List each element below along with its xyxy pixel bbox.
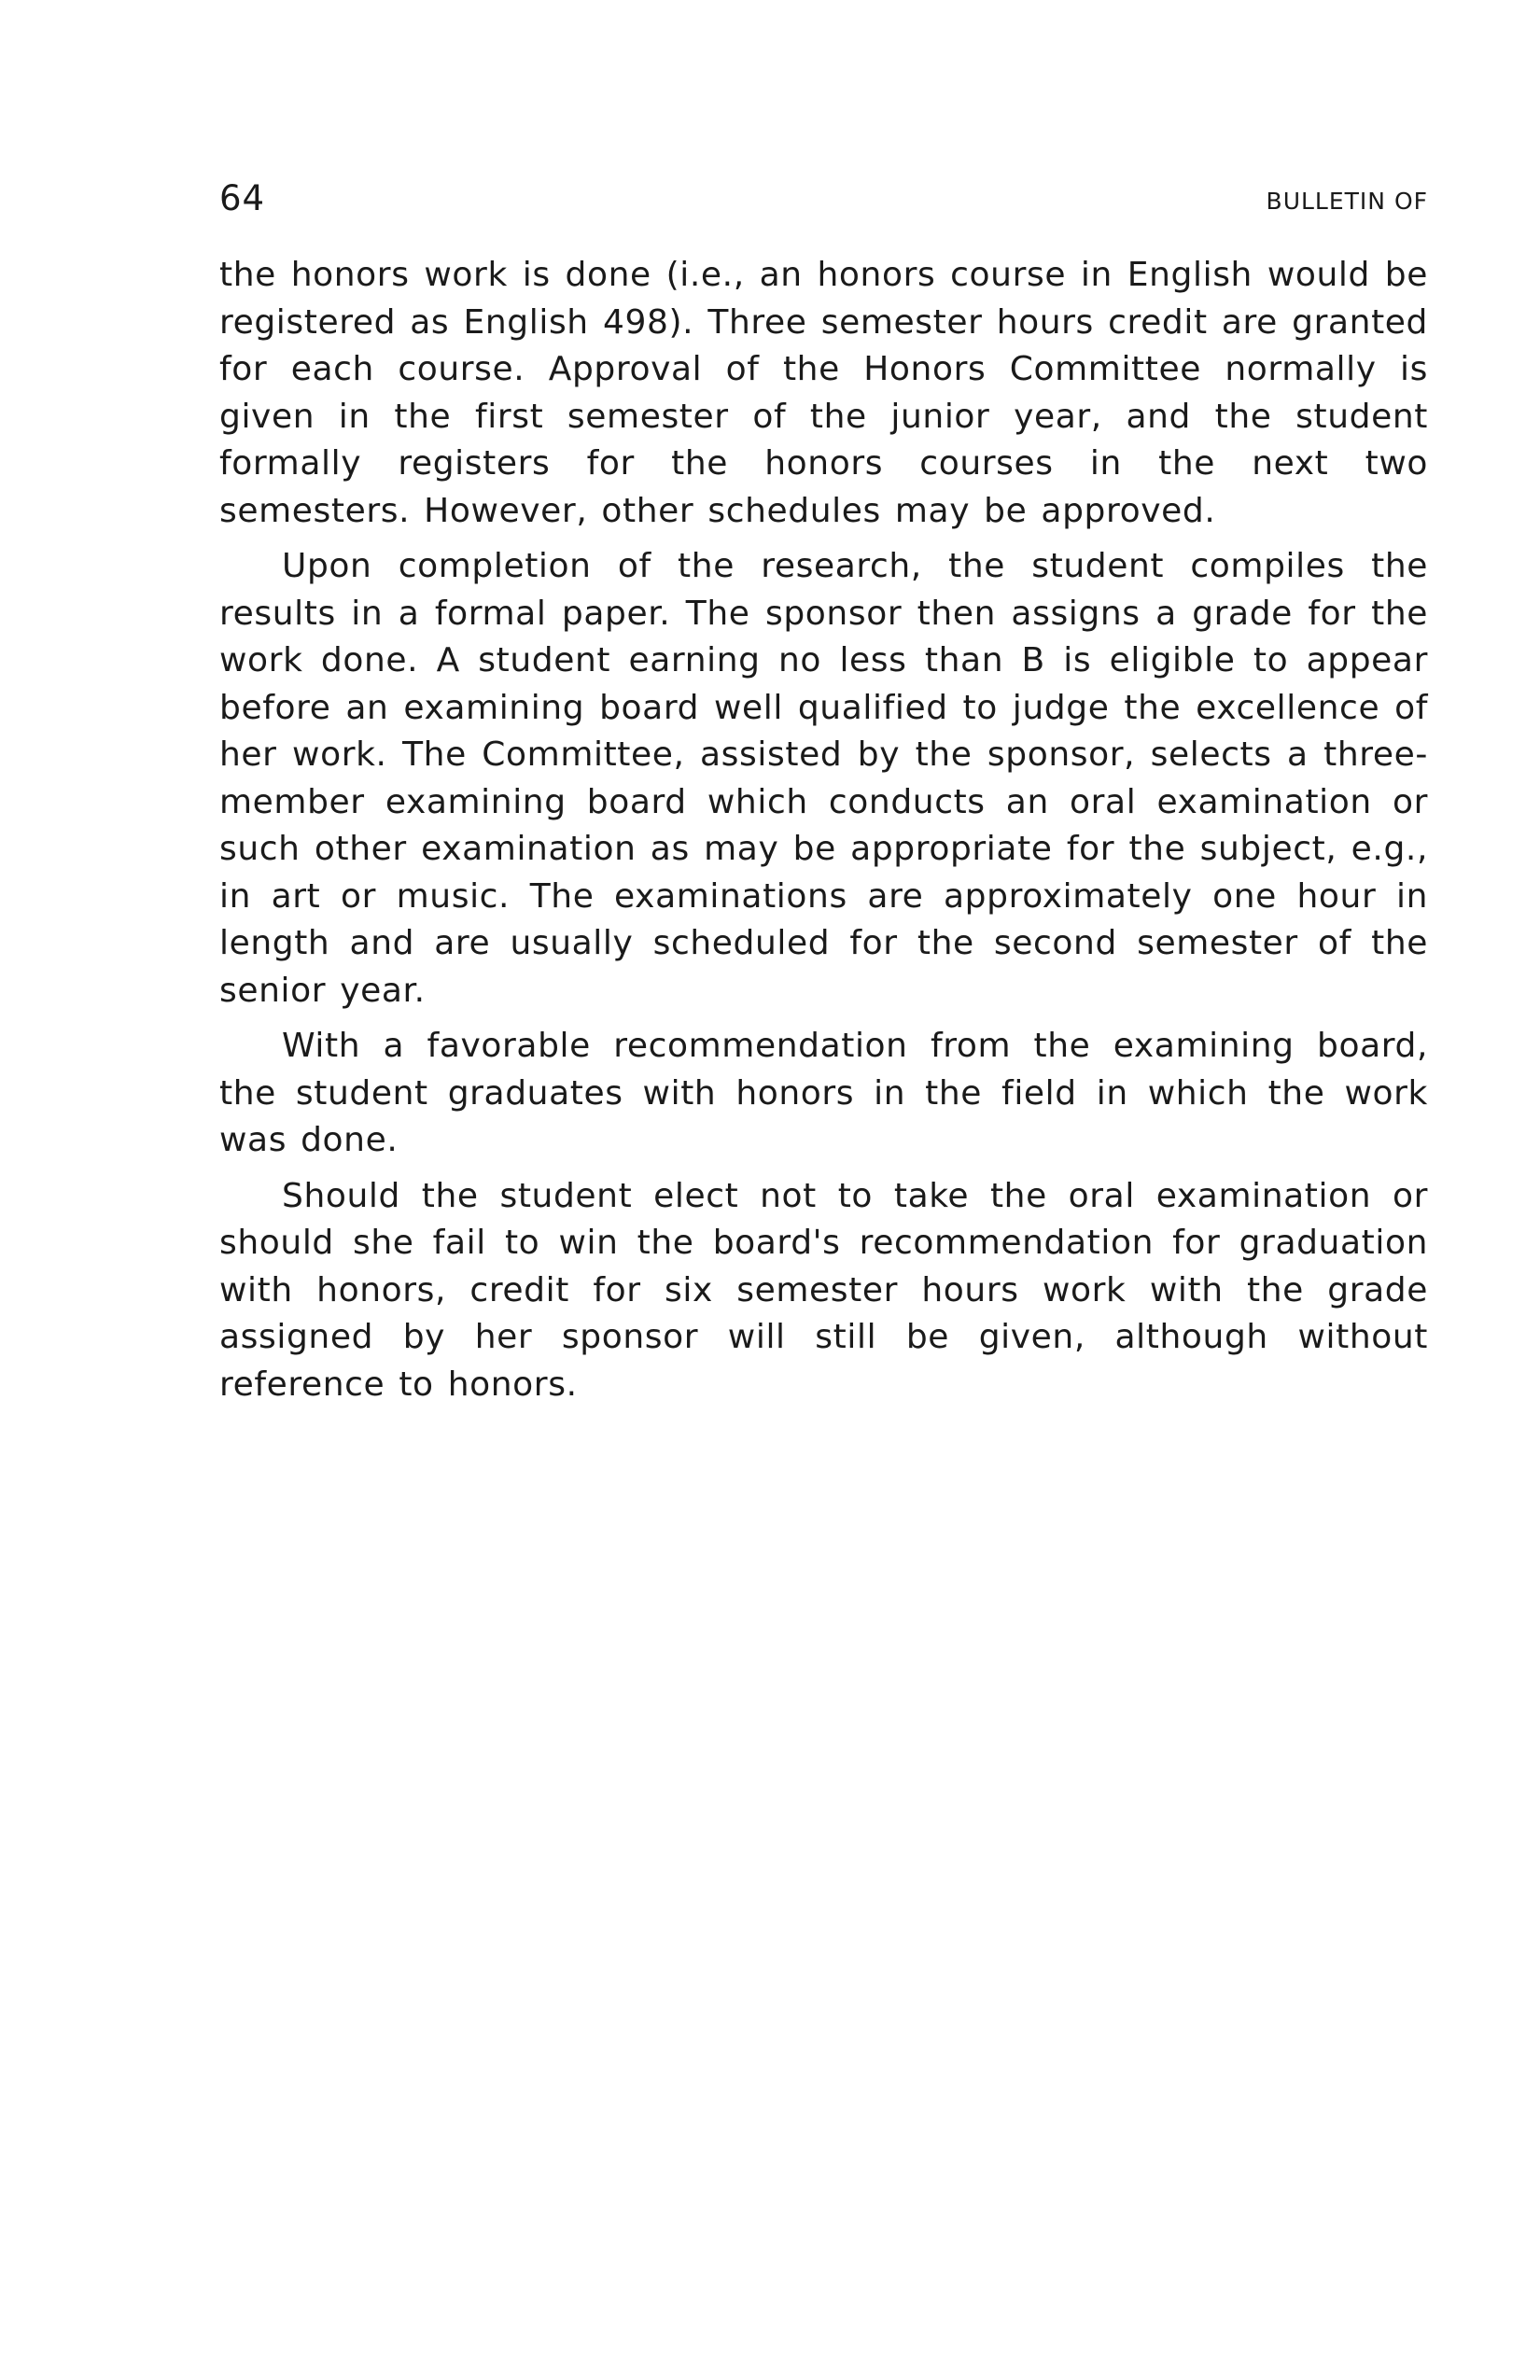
- paragraph-honors-registration: the honors work is done (i.e., an honors course in English would be registered as English 498). Three semester hours credit are granted for each course. Approval of the Honors Committee normally is given in the first semester of the junior year, and the student formally registers for the honors courses in the next two semesters. However, other schedules may be approved.: [219, 256, 1428, 530]
- running-head-title: BULLETIN OF: [1266, 188, 1428, 215]
- paragraph-without-honors: Should the student elect not to take the oral examination or should she fail to win the board's recommendation for graduation with honors, credit for six semester hours work with the grade assigned by her sponsor will still be given, although without reference to honors.: [219, 1176, 1428, 1404]
- paragraph-research-completion: Upon completion of the research, the student compiles the results in a formal paper. The sponsor then assigns a grade for the work done. A student earning no less than B is eligible to appear before an examining board well qualified to judge the excellence of her work. The Committee, assisted by the sponsor, selects a three-member examining board which conducts an oral examination or such other examination as may be appropriate for the subject, e.g., in art or music. The examinations are approximately one hour in length and are usually scheduled for the second semester of the senior year.: [219, 547, 1428, 1010]
- paragraph-favorable-recommendation: With a favorable recommendation from the examining board, the student graduates with honors in the field in which the work was done.: [219, 1027, 1428, 1159]
- body-text: [219, 252, 1428, 1417]
- page-number: 64: [219, 178, 266, 218]
- running-head: [219, 175, 1428, 222]
